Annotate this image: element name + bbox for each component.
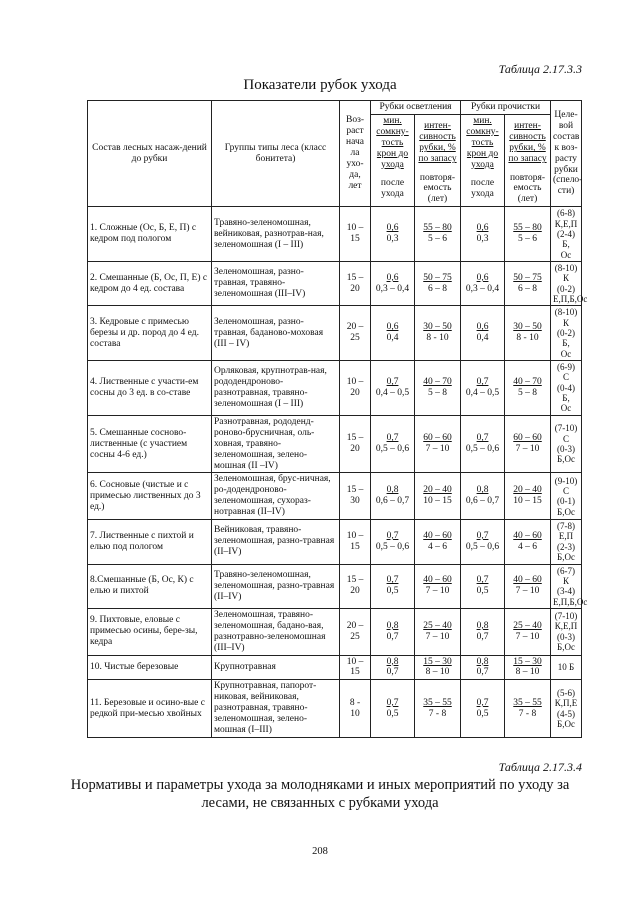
header-composition: Состав лесных насаж-дений до рубки xyxy=(88,101,212,207)
o-min-cell: 0,7 0,5 – 0,6 xyxy=(371,520,415,564)
age-cell: 10 – 15 xyxy=(340,207,371,262)
p-int-cell: 40 – 60 4 – 6 xyxy=(505,520,551,564)
header-osvetlenie: Рубки осветления xyxy=(371,101,461,115)
age-cell: 15 – 20 xyxy=(340,564,371,608)
o-int-cell: 25 – 40 7 – 10 xyxy=(415,608,461,655)
target-cell: (6-8) К,Е,П (2-4) Б, Ос xyxy=(551,207,582,262)
forest-type-cell: Зеленомошная, разно-травная, бадановo-моховая (III – IV) xyxy=(212,306,340,361)
age-cell: 10 – 15 xyxy=(340,520,371,564)
table-row xyxy=(88,608,582,655)
page-number: 208 xyxy=(312,846,328,857)
o-int-cell: 35 – 55 7 - 8 xyxy=(415,680,461,738)
forest-type-cell: Зеленомошная, брус-ничная, ро-додендроново-зеленомошная, сухораз-нотравная (II–IV) xyxy=(212,473,340,520)
header-min-closure: мин. сомкну-тость крон до ухода xyxy=(461,114,505,171)
table-row xyxy=(88,680,582,738)
target-cell: (5-6) К,П,Е (4-5) Б,Ос xyxy=(551,680,582,738)
cuttings-table xyxy=(87,100,588,738)
header-prochistka: Рубки прочистки xyxy=(461,101,551,115)
table-label: Таблица 2.17.3.4 xyxy=(498,760,582,774)
composition-cell: 3. Кедровые с примесью березы и др. пород до 4 ед. состава xyxy=(88,306,212,361)
p-int-cell: 25 – 40 7 – 10 xyxy=(505,608,551,655)
header-forest-type: Группы типы леса (класс бонитета) xyxy=(212,101,340,207)
p-min-cell: 0,6 0,3 xyxy=(461,207,505,262)
table-row xyxy=(88,262,582,306)
composition-cell: 1. Сложные (Ос, Б, Е, П) с кедром под пологом xyxy=(88,207,212,262)
p-min-cell: 0,7 0,5 xyxy=(461,564,505,608)
table-row xyxy=(88,473,582,520)
o-min-cell: 0,7 0,5 xyxy=(371,680,415,738)
forest-type-cell: Крупнотравная xyxy=(212,655,340,680)
p-min-cell: 0,7 0,4 – 0,5 xyxy=(461,361,505,416)
table-row xyxy=(88,361,582,416)
p-min-cell: 0,7 0,5 – 0,6 xyxy=(461,415,505,473)
header-repeat: повторя-емость (лет) xyxy=(415,172,461,207)
o-int-cell: 40 – 60 7 – 10 xyxy=(415,564,461,608)
age-cell: 20 – 25 xyxy=(340,608,371,655)
o-min-cell: 0,8 0,7 xyxy=(371,655,415,680)
o-min-cell: 0,7 0,5 xyxy=(371,564,415,608)
header-min-closure: мин. сомкну-тость крон до ухода xyxy=(371,114,415,171)
table-row xyxy=(88,520,582,564)
composition-cell: 7. Лиственные с пихтой и елью под пологом xyxy=(88,520,212,564)
table-row xyxy=(88,564,582,608)
p-int-cell: 20 – 40 10 – 15 xyxy=(505,473,551,520)
composition-cell: 2. Смешанные (Б, Ос, П, Е) с кедром до 4 ед. состава xyxy=(88,262,212,306)
forest-type-cell: Крупнотравная, папорот-никовая, вейниковая, разнотравная, травяно-зеленомошная, зелено-мошная (I–III) xyxy=(212,680,340,738)
composition-cell: 6. Сосновые (чистые и с примесью лиственных до 3 ед.) xyxy=(88,473,212,520)
p-min-cell: 0,6 0,3 – 0,4 xyxy=(461,262,505,306)
section-subtitle: Нормативы и параметры ухода за молодняками и иных мероприятий по уходу за лесами, не связанных с рубками ухода xyxy=(70,777,570,812)
o-int-cell: 40 – 60 4 – 6 xyxy=(415,520,461,564)
age-cell: 20 – 25 xyxy=(340,306,371,361)
target-cell: (6-9) С (0-4) Б, Ос xyxy=(551,361,582,416)
p-int-cell: 15 – 30 8 – 10 xyxy=(505,655,551,680)
age-cell: 10 – 20 xyxy=(340,361,371,416)
p-int-cell: 35 – 55 7 - 8 xyxy=(505,680,551,738)
target-cell: (8-10) К (0-2) Е,П,Б,Ос xyxy=(551,262,582,306)
o-int-cell: 20 – 40 10 – 15 xyxy=(415,473,461,520)
header-after: после ухода xyxy=(461,172,505,207)
forest-type-cell: Зеленомошная, травяно-зеленомошная, бадано-вая, разнотравно-зеленомошная (III–IV) xyxy=(212,608,340,655)
target-cell: (7-8) Е,П (2-3) Б,Ос xyxy=(551,520,582,564)
composition-cell: 10. Чистые березовые xyxy=(88,655,212,680)
forest-type-cell: Травяно-зеленомошная, зеленомошная, разно-травная (II–IV) xyxy=(212,564,340,608)
composition-cell: 11. Березовые и осино-вые с редкой при-месью хвойных xyxy=(88,680,212,738)
target-cell: 10 Б xyxy=(551,655,582,680)
age-cell: 15 – 20 xyxy=(340,262,371,306)
o-int-cell: 30 – 50 8 - 10 xyxy=(415,306,461,361)
p-int-cell: 40 – 60 7 – 10 xyxy=(505,564,551,608)
forest-type-cell: Разнотравная, рододенд-роново-брусничная, оль-ховная, травяно-зеленомошная, зелено-мошная (II –IV) xyxy=(212,415,340,473)
composition-cell: 9. Пихтовые, еловые с примесью осины, бере-зы, кедра xyxy=(88,608,212,655)
target-cell: (6-7) К (3-4) Е,П,Б,Ос xyxy=(551,564,582,608)
age-cell: 15 – 20 xyxy=(340,415,371,473)
p-min-cell: 0,7 0,5 xyxy=(461,680,505,738)
o-min-cell: 0,6 0,3 – 0,4 xyxy=(371,262,415,306)
p-int-cell: 55 – 80 5 – 6 xyxy=(505,207,551,262)
table-body xyxy=(88,207,588,738)
o-int-cell: 40 – 70 5 – 8 xyxy=(415,361,461,416)
forest-type-cell: Травяно-зеленомошная, вейниковая, разнотрав-ная, зеленомошная (I – III) xyxy=(212,207,340,262)
p-min-cell: 0,8 0,7 xyxy=(461,655,505,680)
o-int-cell: 55 – 80 5 – 6 xyxy=(415,207,461,262)
p-int-cell: 60 – 60 7 – 10 xyxy=(505,415,551,473)
o-int-cell: 50 – 75 6 – 8 xyxy=(415,262,461,306)
age-cell: 10 – 15 xyxy=(340,655,371,680)
forest-type-cell: Орляковая, крупнотрав-ная, рододендронoво-разнотравная, травяно-зеленомошная (I – III) xyxy=(212,361,340,416)
header-after: после ухода xyxy=(371,172,415,207)
table-label: Таблица 2.17.3.3 xyxy=(498,62,582,76)
header-age: Воз-раст нача ла ухо-да, лет xyxy=(340,101,371,207)
p-min-cell: 0,7 0,5 – 0,6 xyxy=(461,520,505,564)
p-min-cell: 0,6 0,4 xyxy=(461,306,505,361)
o-min-cell: 0,6 0,4 xyxy=(371,306,415,361)
o-min-cell: 0,8 0,6 – 0,7 xyxy=(371,473,415,520)
table-row xyxy=(88,415,582,473)
target-cell: (9-10) С (0-1) Б,Ос xyxy=(551,473,582,520)
header-repeat: повторя-емость (лет) xyxy=(505,172,551,207)
header-intensity: интен-сивность рубки, % по запасу xyxy=(415,114,461,171)
age-cell: 8 - 10 xyxy=(340,680,371,738)
target-cell: (8-10) К (0-2) Б, Ос xyxy=(551,306,582,361)
composition-cell: 5. Смешанные сосново-лиственные (с участием сосны 4-6 ед.) xyxy=(88,415,212,473)
p-min-cell: 0,8 0,6 – 0,7 xyxy=(461,473,505,520)
o-min-cell: 0,7 0,5 – 0,6 xyxy=(371,415,415,473)
table-title: Показатели рубок ухода xyxy=(243,77,397,93)
p-int-cell: 40 – 70 5 – 8 xyxy=(505,361,551,416)
composition-cell: 8.Смешанные (Б, Ос, К) с елью и пихтой xyxy=(88,564,212,608)
header-intensity: интен-сивность рубки, % по запасу xyxy=(505,114,551,171)
o-min-cell: 0,7 0,4 – 0,5 xyxy=(371,361,415,416)
table-row xyxy=(88,207,582,262)
p-int-cell: 30 – 50 8 - 10 xyxy=(505,306,551,361)
p-int-cell: 50 – 75 6 – 8 xyxy=(505,262,551,306)
composition-cell: 4. Лиственные с участи-ем сосны до 3 ед. в со-ставе xyxy=(88,361,212,416)
table-row xyxy=(88,306,582,361)
o-min-cell: 0,6 0,3 xyxy=(371,207,415,262)
o-int-cell: 60 – 60 7 – 10 xyxy=(415,415,461,473)
target-cell: (7-10) С (0-3) Б,Ос xyxy=(551,415,582,473)
o-min-cell: 0,8 0,7 xyxy=(371,608,415,655)
table-row xyxy=(88,655,582,680)
forest-type-cell: Зеленомошная, разно-травная, травяно-зеленомошная (III–IV) xyxy=(212,262,340,306)
target-cell: (7-10) К,Е,П (0-3) Б,Ос xyxy=(551,608,582,655)
o-int-cell: 15 – 30 8 – 10 xyxy=(415,655,461,680)
age-cell: 15 – 30 xyxy=(340,473,371,520)
header-target: Целе-вой состав к воз-расту рубки (спело-сти) xyxy=(551,101,582,207)
forest-type-cell: Вейниковая, травяно-зеленомошная, разно-травная (II–IV) xyxy=(212,520,340,564)
p-min-cell: 0,8 0,7 xyxy=(461,608,505,655)
